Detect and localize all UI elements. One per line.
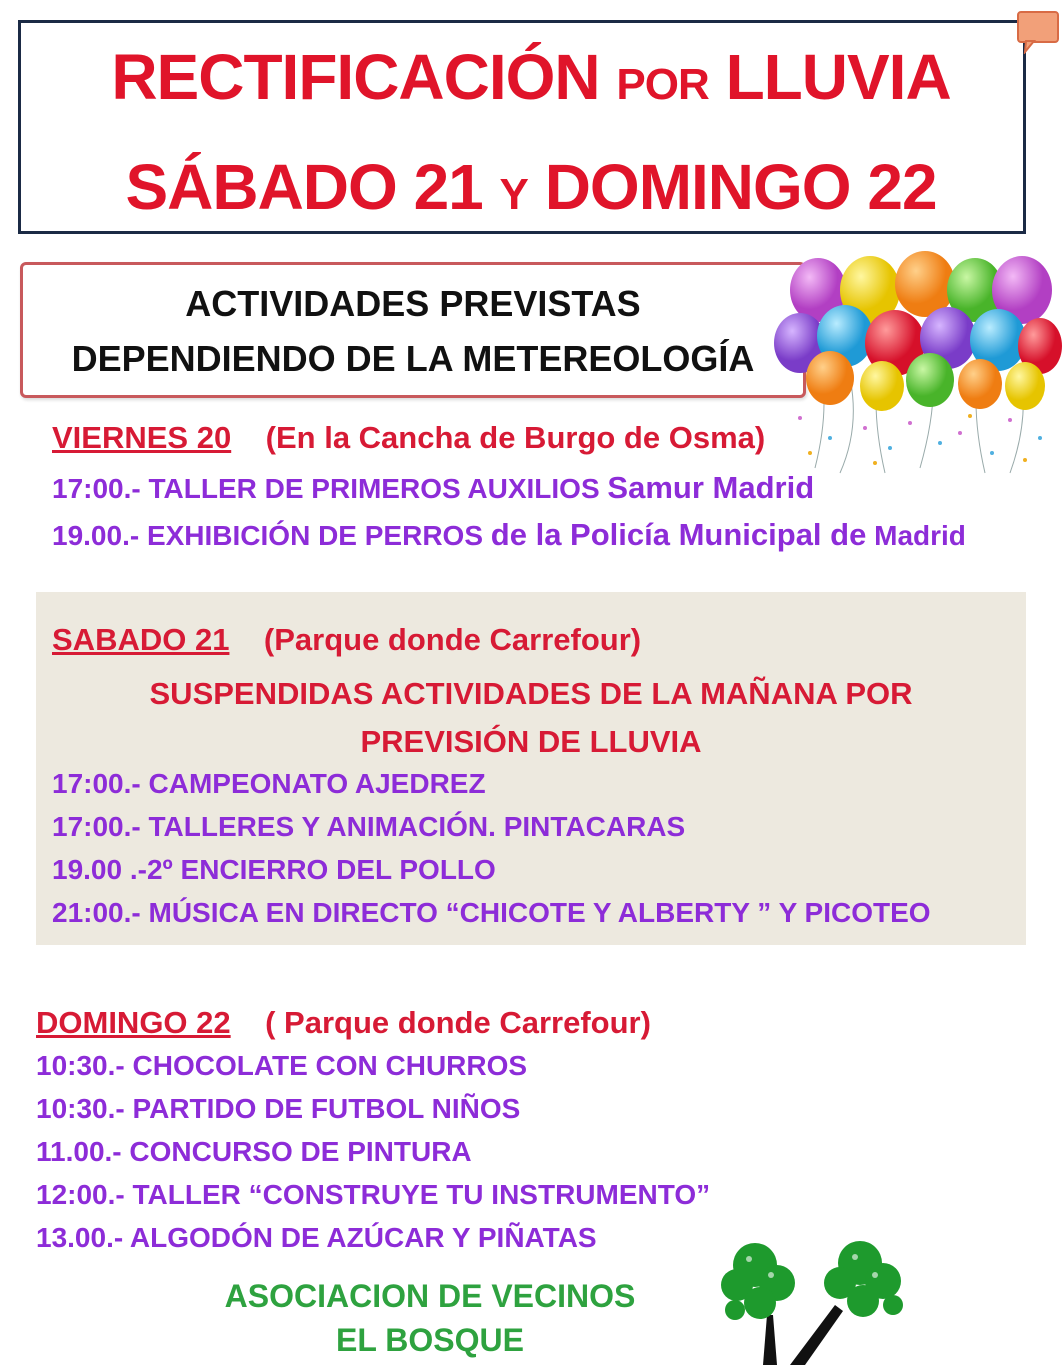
saturday-item-2: 17:00.- TALLERES Y ANIMACIÓN. PINTACARAS xyxy=(52,811,686,842)
friday-item-2 xyxy=(52,517,966,553)
friday-heading xyxy=(52,420,765,456)
title-domingo: DOMINGO 22 xyxy=(544,151,937,223)
friday-item-1-time: 17:00.- xyxy=(52,473,141,504)
title-line-2 xyxy=(0,150,1062,224)
sunday-day: DOMINGO 22 xyxy=(36,1005,231,1040)
saturday-item-4: 21:00.- MÚSICA EN DIRECTO “CHICOTE Y ALBERTY ” Y PICOTEO xyxy=(52,897,931,928)
saturday-item-3: 19.00 .-2º ENCIERRO DEL POLLO xyxy=(52,854,496,885)
friday-place: (En la Cancha de Burgo de Osma) xyxy=(265,420,766,455)
saturday-notice-line-1: SUSPENDIDAS ACTIVIDADES DE LA MAÑANA POR xyxy=(149,676,913,711)
friday-item-2-extra: de la Policía Municipal de xyxy=(490,517,867,552)
title-rectificacion: RECTIFICACIÓN xyxy=(111,41,600,113)
saturday-place: (Parque donde Carrefour) xyxy=(263,622,642,657)
friday-item-2-extra2: Madrid xyxy=(874,520,966,551)
saturday-heading xyxy=(52,622,641,658)
sunday-item-2: 10:30.- PARTIDO DE FUTBOL NIÑOS xyxy=(36,1093,521,1124)
sunday-item-1: 10:30.- CHOCOLATE CON CHURROS xyxy=(36,1050,528,1081)
title-lluvia: LLUVIA xyxy=(725,41,951,113)
subtitle-line-2: DEPENDIENDO DE LA METEREOLOGÍA xyxy=(71,338,755,379)
friday-item-2-text: EXHIBICIÓN DE PERROS xyxy=(146,520,484,551)
saturday-item-1: 17:00.- CAMPEONATO AJEDREZ xyxy=(52,768,486,799)
sunday-place: ( Parque donde Carrefour) xyxy=(265,1005,651,1040)
friday-item-1-text: TALLER DE PRIMEROS AUXILIOS xyxy=(148,473,600,504)
sunday-item-5: 13.00.- ALGODÓN DE AZÚCAR Y PIÑATAS xyxy=(36,1222,597,1253)
sunday-item-3: 11.00.- CONCURSO DE PINTURA xyxy=(36,1136,472,1167)
balloons-icon xyxy=(770,248,1062,478)
friday-item-2-time: 19.00.- xyxy=(52,520,140,551)
sunday-heading xyxy=(36,1005,651,1041)
association-name-line-1: ASOCIACION DE VECINOS xyxy=(224,1278,636,1314)
tree-logo-icon xyxy=(715,1235,915,1365)
subtitle-line-1: ACTIVIDADES PREVISTAS xyxy=(185,283,641,324)
saturday-day: SABADO 21 xyxy=(52,622,230,657)
sunday-item-4: 12:00.- TALLER “CONSTRUYE TU INSTRUMENTO” xyxy=(36,1179,711,1210)
friday-day: VIERNES 20 xyxy=(52,420,232,455)
friday-item-1-extra: Samur Madrid xyxy=(607,470,815,505)
title-line-1 xyxy=(0,40,1062,114)
title-por: POR xyxy=(616,60,709,109)
title-sabado: SÁBADO 21 xyxy=(125,151,483,223)
title-y: Y xyxy=(499,170,528,219)
association-name-line-2: EL BOSQUE xyxy=(336,1322,524,1358)
saturday-notice-line-2: PREVISIÓN DE LLUVIA xyxy=(360,724,702,759)
friday-item-1 xyxy=(52,470,814,506)
